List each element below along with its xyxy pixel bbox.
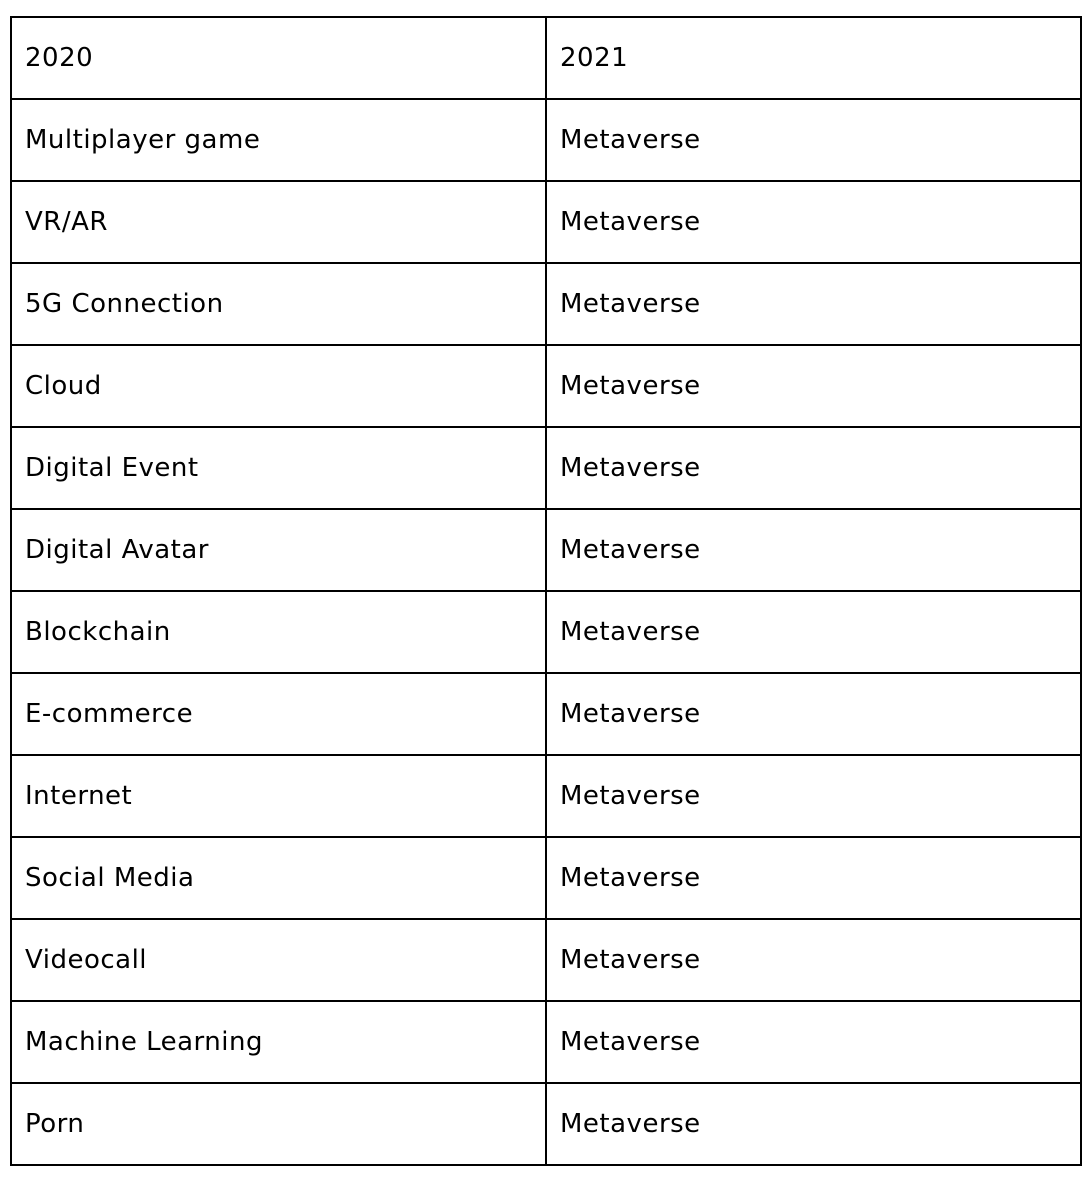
cell-2020: Cloud — [11, 345, 546, 427]
cell-2020: Internet — [11, 755, 546, 837]
cell-2021: Metaverse — [546, 919, 1081, 1001]
table-row — [11, 919, 1081, 1001]
table-row — [11, 427, 1081, 509]
table-row — [11, 181, 1081, 263]
table-row — [11, 1083, 1081, 1165]
cell-2021: Metaverse — [546, 837, 1081, 919]
cell-2020: Videocall — [11, 919, 546, 1001]
table-row — [11, 837, 1081, 919]
table-row — [11, 755, 1081, 837]
table-row — [11, 1001, 1081, 1083]
cell-2020: Multiplayer game — [11, 99, 546, 181]
cell-2020: Digital Avatar — [11, 509, 546, 591]
cell-2020: Machine Learning — [11, 1001, 546, 1083]
table-row — [11, 509, 1081, 591]
cell-2021: Metaverse — [546, 345, 1081, 427]
table-row — [11, 591, 1081, 673]
cell-2021: Metaverse — [546, 1083, 1081, 1165]
cell-2020: VR/AR — [11, 181, 546, 263]
table-row — [11, 345, 1081, 427]
header-2021: 2021 — [546, 17, 1081, 99]
cell-2020: Porn — [11, 1083, 546, 1165]
cell-2020: Blockchain — [11, 591, 546, 673]
cell-2021: Metaverse — [546, 755, 1081, 837]
cell-2021: Metaverse — [546, 673, 1081, 755]
cell-2021: Metaverse — [546, 1001, 1081, 1083]
header-2020: 2020 — [11, 17, 546, 99]
comparison-table — [10, 16, 1082, 1166]
cell-2021: Metaverse — [546, 591, 1081, 673]
cell-2021: Metaverse — [546, 263, 1081, 345]
table-header-row — [11, 17, 1081, 99]
cell-2021: Metaverse — [546, 99, 1081, 181]
table-row — [11, 99, 1081, 181]
table-row — [11, 673, 1081, 755]
cell-2020: Social Media — [11, 837, 546, 919]
cell-2021: Metaverse — [546, 509, 1081, 591]
table-row — [11, 263, 1081, 345]
cell-2020: 5G Connection — [11, 263, 546, 345]
cell-2020: E-commerce — [11, 673, 546, 755]
cell-2021: Metaverse — [546, 427, 1081, 509]
cell-2020: Digital Event — [11, 427, 546, 509]
cell-2021: Metaverse — [546, 181, 1081, 263]
